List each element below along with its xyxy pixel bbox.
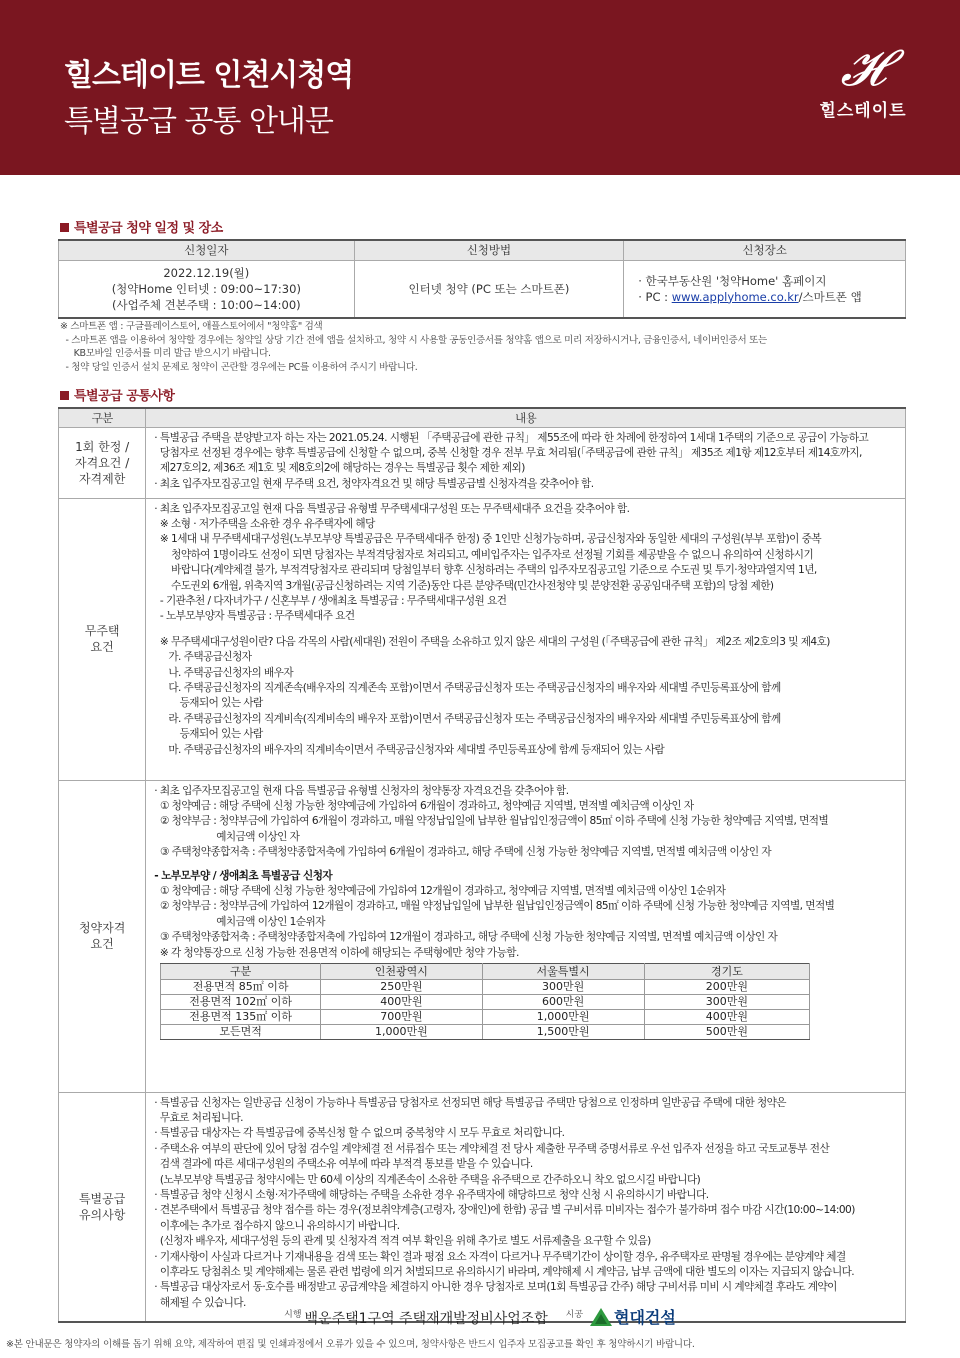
note-line: ※ 스마트폰 앱 : 구글플레이스토어, 애플스토어에서 "청약홈" 검색 [60,321,323,332]
table-row [161,980,810,995]
square-bullet-icon [60,223,69,232]
common-table [58,407,906,1323]
row-content [146,498,906,780]
section-title-schedule: 특별공급 청약 일정 및 장소 [60,217,223,236]
schedule-table [58,239,906,319]
content-line: 예치금액 이상인 자 [154,830,300,843]
footer-credits [0,1305,960,1328]
table-cell: 전용면적 135㎡ 이하 [161,1010,321,1025]
content-line: 가. 주택공급신청자 [154,651,252,664]
content-line: · 견본주택에서 특별공급 청약 접수를 하는 경우(정보취약계층(고령자, 장애인)에 한함) 공급 별 구비서류 미비자는 접수가 불가하며 접수 마감 시간(10:00~14:00) [154,1204,855,1217]
content-line: 등재되어 있는 사람 [154,728,263,741]
table-row [59,1092,906,1322]
hyundai-triangle-icon [590,1308,612,1326]
brand-logo [808,40,918,130]
table-row [161,1010,810,1025]
table-cell: 400만원 [321,995,483,1010]
col-header: 신청방법 [354,240,624,260]
sub-title: - 노부모부양 / 생애최초 특별공급 신청자 [154,869,333,882]
content-line: ③ 주택청약종합저축 : 주택청약종합저축에 가입하여 12개월이 경과하고, 해당 주택에 신청 가능한 청약예금 지역별, 면적별 예치금액 이상인 자 [154,931,778,944]
content-line: 등재되어 있는 사람 [154,697,263,710]
row-content [146,1092,906,1322]
content-line: 무효로 처리됩니다. [154,1111,244,1124]
content-line: ② 청약부금 : 청약부금에 가입하여 12개월이 경과하고, 매월 약정납입일에 납부한 월납입인정금액이 85㎡ 이하 주택에 신청 가능한 청약예금 지역별, 면적별 [154,900,835,913]
content-line: ③ 주택청약종합저축 : 주택청약종합저축에 가입하여 6개월이 경과하고, 해당 주택에 신청 가능한 청약예금 지역별, 면적별 예치금액 이상인 자 [154,846,772,859]
table-row [161,1025,810,1040]
content-line: 이후라도 당첨취소 및 계약해제는 물론 관련 법령에 의거 처벌되므로 유의하시기 바라며, 계약해제 시 계약금, 납부 금액에 대한 별도의 이자는 지급되지 않습니다. [154,1265,855,1278]
content-line: 제27호의2, 제36조 제1호 및 제8호의2에 해당하는 경우는 특별공급 횟수 제한 제외) [154,462,525,475]
content-line: · 특별공급 주택을 분양받고자 하는 자는 2021.05.24. 시행된 「주택공급에 관한 규칙」 제55조에 따라 한 차례에 한정하여 1세대 1주택의 기준으로 공급이 가능하고 [154,431,869,444]
content-line: ※ 1세대 내 무주택세대구성원(노부모부양 특별공급은 무주택세대주 한정) 중 1인만 신청가능하며, 공급신청자와 동일한 세대의 구성원(부부 포함)이 중복 [154,533,822,546]
content-line: 나. 주택공급신청자의 배우자 [154,666,294,679]
exec-name: 백운주택1구역 주택재개발정비사업조합 [304,1311,548,1327]
content-line: 라. 주택공급신청자의 직계비속(직계비속의 배우자 포함)이면서 주택공급신청자 또는 주택공급신청자의 배우자와 세대별 주민등록표상에 함께 [154,712,781,725]
table-cell: 250만원 [321,980,483,995]
content-line: 청약하여 1명이라도 선정이 되면 당첨자는 부적격당첨자로 처리되고, 예비입주자는 입주자로 선정될 기회를 제공받을 수 없으니 유의하여 신청하시기 [154,548,814,561]
table-row [59,780,906,1092]
table-cell: 모든면적 [161,1025,321,1040]
col-header: 구분 [161,963,321,979]
exec-label: 시행 [284,1310,302,1320]
const-name: 현대건설 [614,1308,676,1327]
row-head: 1회 한정 / 자격요건 / 자격제한 [59,427,146,498]
content-line: · 특별공급 대상자로서 동·호수를 배정받고 공급계약을 체결하지 아니한 경우 당첨자로 보며(1회 특별공급 간주) 해당 구비서류 미비 시 계약체결 후라도 계약이 [154,1281,837,1294]
content-line: · 특별공급 청약 신청시 소형·저가주택에 해당하는 주택을 소유한 경우 유주택자에 해당하므로 청약 신청 시 유의하시기 바랍니다. [154,1188,709,1201]
section-title-common: 특별공급 공통사항 [60,385,175,404]
table-cell: 1,000만원 [482,1010,644,1025]
row-head: 무주택 요건 [59,498,146,780]
content-line: ※ 소형 · 저가주택을 소유한 경우 유주택자에 해당 [154,517,375,530]
apply-date: 2022.12.19(월) [163,265,250,280]
content-line: 바랍니다(계약체결 불가, 부적격당첨자로 관리되며 당첨일부터 향후 신청하려는 주택의 입주자모집공고일 기준으로 수도권 및 투기·청약과열지역 1년, [154,564,817,577]
content-line: ② 청약부금 : 청약부금에 가입하여 6개월이 경과하고, 매월 약정납입일에 납부한 월납입인정금액이 85㎡ 이하 주택에 신청 가능한 청약예금 지역별, 면적별 [154,815,829,828]
content-line: 이후에는 추가로 접수하지 않으니 유의하시기 바랍니다. [154,1219,400,1232]
table-cell: 500만원 [644,1025,810,1040]
row-head: 특별공급 유의사항 [59,1092,146,1322]
hillstate-h-icon: 𝓗 [840,39,886,97]
content-line: 검색 결과에 따른 세대구성원의 주택소유 여부에 따라 부적격 통보를 받을 수 있습니다. [154,1158,533,1171]
table-cell: 300만원 [482,980,644,995]
row-content [146,427,906,498]
content-line: 예치금액 이상인 1순위자 [154,915,325,928]
apply-method: 인터넷 청약 (PC 또는 스마트폰) [354,260,624,318]
row-head: 청약자격 요건 [59,780,146,1092]
content-line: · 특별공급 신청자는 일반공급 신청이 가능하나 특별공급 당첨자로 선정되면 해당 특별공급 주택만 당첨으로 인정하며 일반공급 주택에 대한 청약은 [154,1096,786,1109]
table-row [59,427,906,498]
table-cell: 200만원 [644,980,810,995]
apply-date-cell [59,260,355,318]
content-line: ① 청약예금 : 해당 주택에 신청 가능한 청약예금에 가입하여 12개월이 경과하고, 청약예금 지역별, 면적별 예치금액 이상인 1순위자 [154,884,726,897]
deposit-amount-table [160,963,810,1040]
square-bullet-icon [60,391,69,400]
row-content [146,780,906,1092]
content-line: · 주택소유 여부의 판단에 있어 당첨 검수일 계약체결 전 서류접수 또는 계약체결 전 당사 제출한 무주택 증명서류로 우선 입주자 선정을 하고 국토교통부 전산 [154,1142,830,1155]
content-line: 당첨자로 선정된 경우에는 향후 특별공급에 신청할 수 없으며, 중복 신청할 경우 전부 무효 처리됨(「주택공급에 관한 규칙」 제35조 제1항 제12호부터 제14호까지, [154,446,862,459]
col-header: 서울특별시 [482,963,644,979]
table-cell: 1,500만원 [482,1025,644,1040]
content-line: · 특별공급 대상자는 각 특별공급에 중복신청 할 수 없으며 중복청약 시 모두 무효로 처리합니다. [154,1127,565,1140]
page-subtitle: 특별공급 공통 안내문 [64,104,333,139]
apply-place-1: · 한국부동산원 '청약Home' 홈페이지 [638,273,827,288]
applyhome-link[interactable]: www.applyhome.co.kr [671,289,799,304]
content-line: ※ 각 청약통장으로 신청 가능한 전용면적 이하에 해당되는 주택형에만 청약 가능함. [154,946,519,959]
logo-text: 힐스테이트 [819,101,907,121]
col-header: 경기도 [644,963,810,979]
apply-place-2: · PC : www.applyhome.co.kr/스마트폰 앱 [638,289,862,304]
content-line: · 최초 입주자모집공고일 현재 무주택 요건, 청약자격요건 및 해당 특별공급별 신청자격을 갖추어야 함. [154,477,594,490]
col-header: 신청장소 [624,240,906,260]
content-line: 수도권외 6개월, 위축지역 3개월(공급신청하려는 지역 기준)동안 다른 분양주택(민간사전청약 및 분양전환 공공임대주택 포함)의 당첨 제한) [154,579,774,592]
table-row [59,498,906,780]
content-line [154,625,897,635]
content-line: · 최초 입주자모집공고일 현재 다음 특별공급 유형별 신청자의 청약통장 자격요건을 갖추어야 함. [154,784,569,797]
note-line: - 스마트폰 앱을 이용하여 청약할 경우에는 청약일 상당 기간 전에 앱을 설치하고, 청약 시 사용할 공동인증서를 청약홈 앱으로 미리 저장하시거나, 금융인증서, 네이버인증서 또는 [60,334,767,346]
const-label: 시공 [565,1310,584,1320]
table-cell: 전용면적 102㎡ 이하 [161,995,321,1010]
apply-time-online: (청약Home 인터넷 : 09:00~17:30) [111,281,301,296]
content-line: · 기재사항이 사실과 다르거나 기재내용을 검색 또는 확인 결과 평점 요소 자격이 다르거나 무주택기간이 상이할 경우, 유주택자로 판명될 경우에는 분양계약 체결 [154,1250,846,1263]
col-header: 인천광역시 [321,963,483,979]
note-line: KB모바일 인증서를 미리 발급 받으시기 바랍니다. [60,348,271,359]
apply-place-cell [624,260,906,318]
table-cell: 400만원 [644,1010,810,1025]
table-cell: 300만원 [644,995,810,1010]
apply-time-office: (사업주체 견본주택 : 10:00~14:00) [112,297,301,312]
col-header: 구분 [59,408,146,427]
content-line: ① 청약예금 : 해당 주택에 신청 가능한 청약예금에 가입하여 6개월이 경과하고, 청약예금 지역별, 면적별 예치금액 이상인 자 [154,799,694,812]
table-cell: 전용면적 85㎡ 이하 [161,980,321,995]
table-cell: 1,000만원 [321,1025,483,1040]
table-cell: 600만원 [482,995,644,1010]
note-line: - 청약 당일 인증서 설치 문제로 청약이 곤란할 경우에는 PC를 이용하여 주시기 바랍니다. [60,361,418,373]
content-line: (노부모부양 특별공급 청약시에는 만 60세 이상의 직계존속이 소유한 주택을 유주택으로 간주하오니 착오 없으시길 바랍니다) [154,1173,701,1186]
content-line: (신청자 배우자, 세대구성원 등의 관계 및 신청자격 적격 여부 확인을 위해 추가로 별도 서류제출을 요구할 수 있음) [154,1235,651,1248]
col-header: 신청일자 [59,240,355,260]
content-line: 마. 주택공급신청자의 배우자의 직계비속이면서 주택공급신청자와 세대별 주민등록표상에 함께 등재되어 있는 사람 [154,743,665,756]
footer-note: ※본 안내문은 청약자의 이해를 돕기 위해 요약, 제작하여 편집 및 인쇄과정에서 오류가 있을 수 있으며, 청약사항은 반드시 입주자 모집공고를 확인 후 청약하시기 바랍니다. [6,1339,695,1350]
table-cell: 700만원 [321,1010,483,1025]
table-row [161,995,810,1010]
header-banner [0,0,960,175]
page-title: 힐스테이트 인천시청역 [64,58,354,93]
content-line: · 최초 입주자모집공고일 현재 다음 특별공급 유형별 무주택세대구성원 또는 무주택세대주 요건을 갖추어야 함. [154,502,630,515]
col-header: 내용 [146,408,906,427]
content-line: - 기관추천 / 다자녀가구 / 신혼부부 / 생애최초 특별공급 : 무주택세대구성원 요건 [154,594,507,607]
content-line: 다. 주택공급신청자의 직계존속(배우자의 직계존속 포함)이면서 주택공급신청자 또는 주택공급신청자의 배우자와 세대별 주민등록표상에 함께 [154,681,781,694]
content-line: 해제될 수 있습니다. [154,1296,246,1309]
schedule-notes [60,320,767,374]
content-line: - 노부모부양자 특별공급 : 무주택세대주 요건 [154,610,355,623]
content-line: ※ 무주택세대구성원이란? 다음 각목의 사람(세대원) 전원이 주택을 소유하고 있지 않은 세대의 구성원 (「주택공급에 관한 규칙」 제2조 제2호의3 및 제4호) [154,635,830,648]
